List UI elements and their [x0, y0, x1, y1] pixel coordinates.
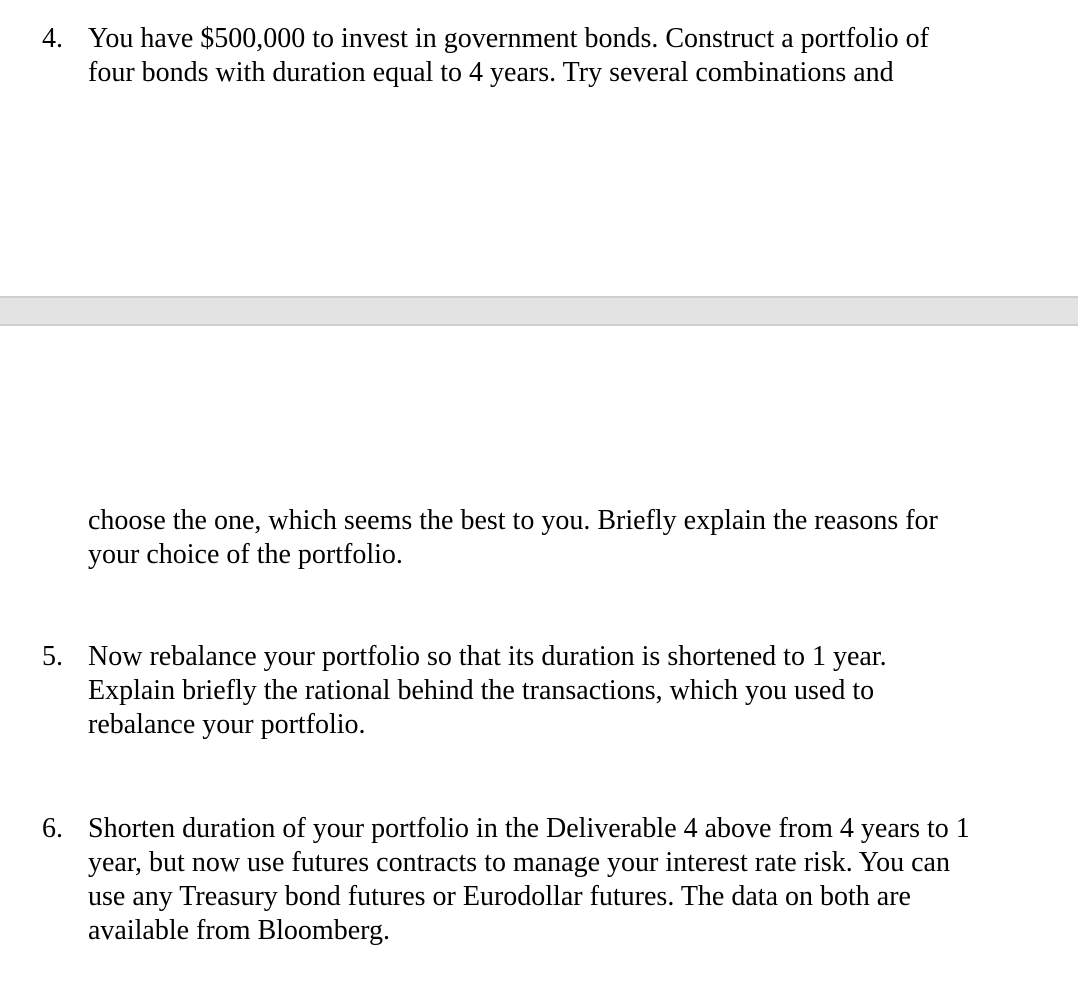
question-5-line-1: Now rebalance your portfolio so that its duration is shortened to 1 year. [88, 641, 887, 672]
question-6-line-2: year, but now use futures contracts to manage your interest rate risk. You can [88, 847, 950, 878]
question-4-line-2: four bonds with duration equal to 4 years. Try several combinations and [88, 57, 894, 88]
question-6-number: 6. [42, 813, 63, 844]
question-5-number: 5. [42, 641, 63, 672]
question-5-line-3: rebalance your portfolio. [88, 709, 366, 740]
question-6-line-4: available from Bloomberg. [88, 915, 390, 946]
question-4-line-4: your choice of the portfolio. [88, 539, 403, 570]
question-4-line-1: You have $500,000 to invest in government bonds. Construct a portfolio of [88, 23, 929, 54]
question-6-line-1: Shorten duration of your portfolio in the Deliverable 4 above from 4 years to 1 [88, 813, 970, 844]
question-6-line-3: use any Treasury bond futures or Eurodollar futures. The data on both are [88, 881, 911, 912]
question-5-line-2: Explain briefly the rational behind the transactions, which you used to [88, 675, 875, 706]
question-4-line-3: choose the one, which seems the best to you. Briefly explain the reasons for [88, 505, 938, 536]
question-4-number: 4. [42, 23, 63, 54]
page-break-separator [0, 296, 1078, 326]
